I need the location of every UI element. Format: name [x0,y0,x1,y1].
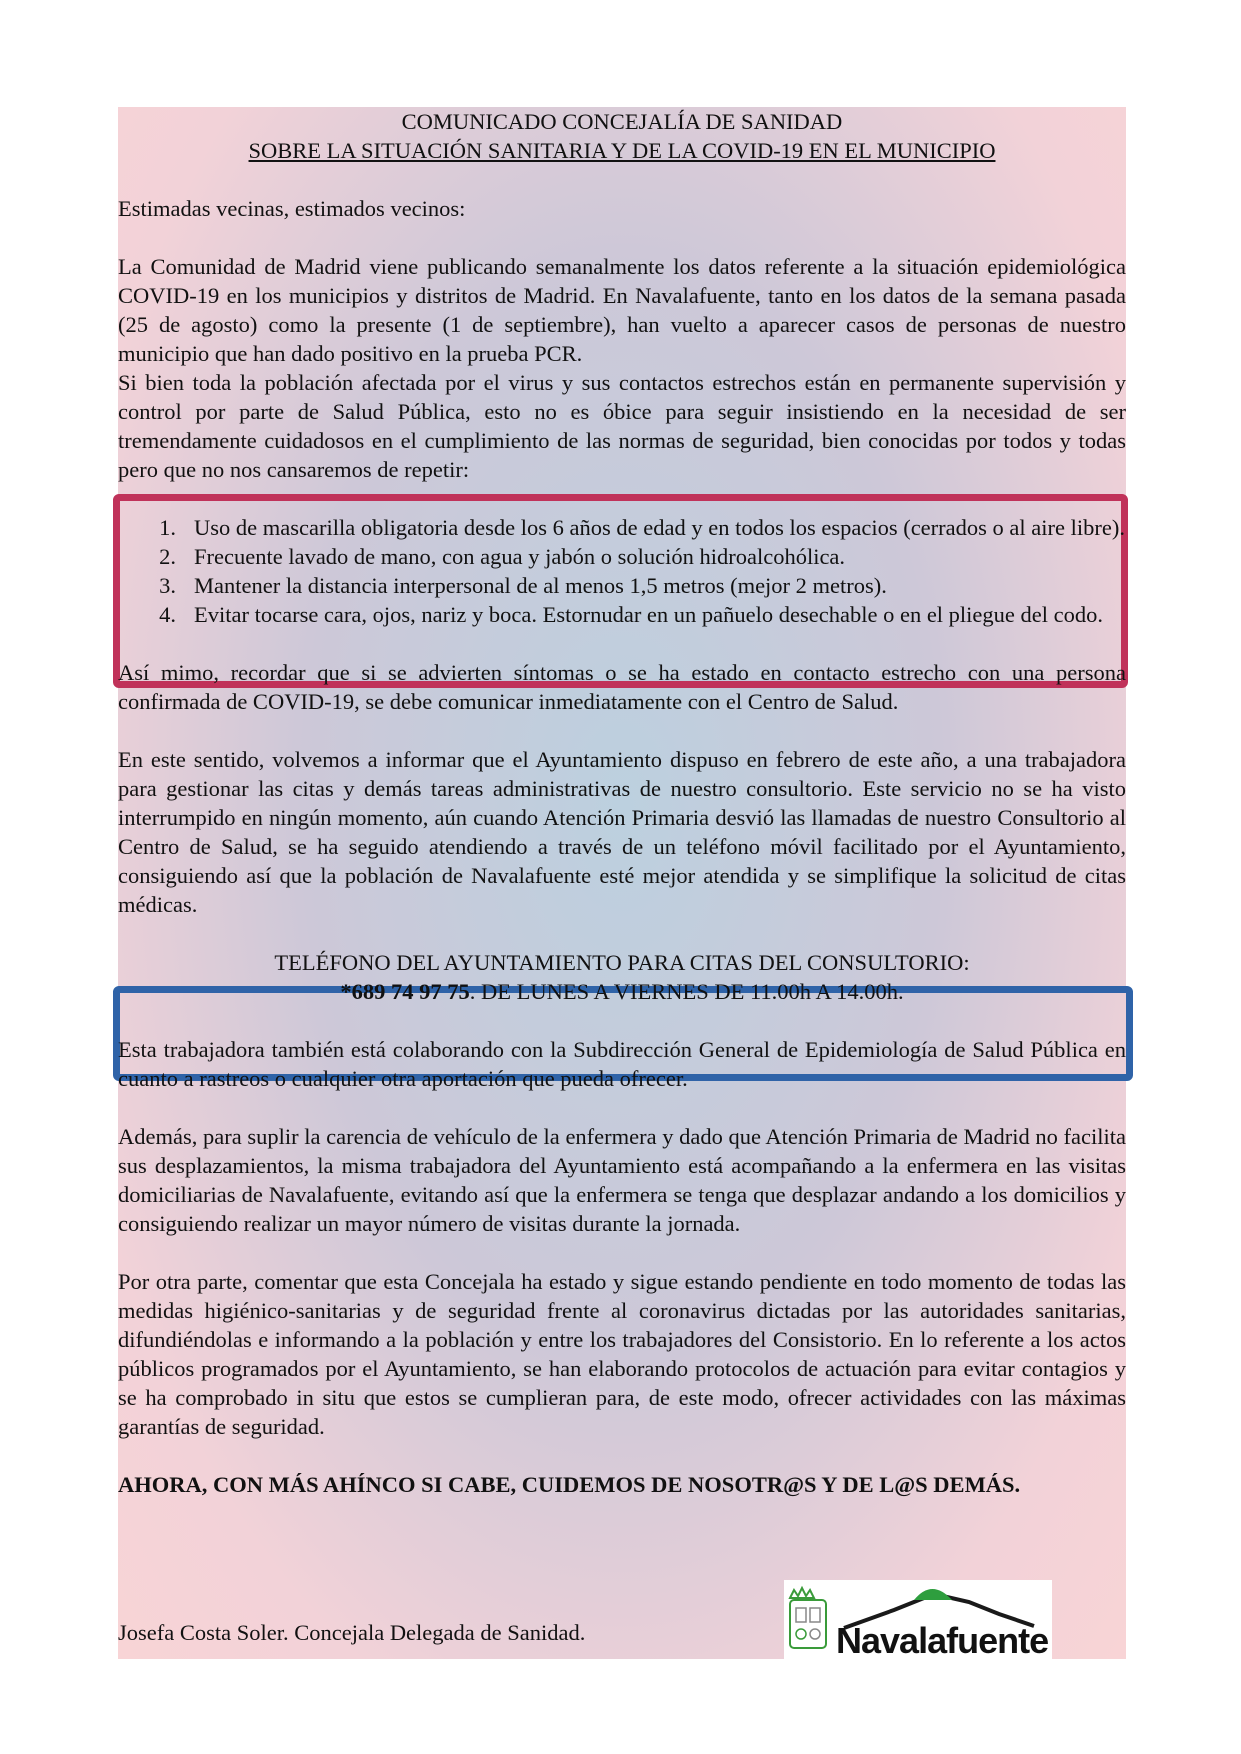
phone-box-heading: TELÉFONO DEL AYUNTAMIENTO PARA CITAS DEL CONSULTORIO: [274,950,970,975]
paragraph-1: La Comunidad de Madrid viene publicando semanalmente los datos referente a la situación epidemiológica COVID-19 en los municipios y distritos de Madrid. En Navalafuente, tanto en los datos de la semana pasada (25 de agosto) como la presente (1 de septiembre), han vuelto a aparecer casos de personas de nuestro municipio que han dado positivo en la prueba PCR. [118,254,1126,366]
greeting: Estimadas vecinas, estimados vecinos: [118,196,466,221]
safety-rules-list [118,513,1126,629]
logo-wordmark: Navalafuente [836,1620,1049,1661]
document-body [118,107,1126,1499]
paragraph-2: Si bien toda la población afectada por el virus y sus contactos estrechos están en permanente supervisión y control por parte de Salud Pública, esto no es óbice para seguir insistiendo en la necesidad de ser tremendamente cuidadosos en el cumplimiento de las normas de seguridad, bien conocidas por todos y todas pero que no nos cansaremos de repetir: [118,370,1126,482]
paragraph-4: En este sentido, volvemos a informar que el Ayuntamiento dispuso en febrero de este año, a una trabajadora para gestionar las citas y demás tareas administrativas de nuestro consultorio. Este servicio no se ha visto interrumpido en ningún momento, aún cuando Atención Primaria desvió las llamadas de nuestro Consultorio al Centro de Salud, se ha seguido atendiendo a través de un teléfono móvil facilitado por el Ayuntamiento, consiguiendo así que la población de Navalafuente esté mejor atendida y se simplifique la solicitud de citas médicas. [118,747,1126,917]
list-item-text: Uso de mascarilla obligatoria desde los 6 años de edad y en todos los espacios (cerrados o al aire libre). [194,515,1125,540]
paragraph-5: Esta trabajadora también está colaborando con la Subdirección General de Epidemiología de Salud Pública en cuanto a rastreos o cualquier otra aportación que pueda ofrecer. [118,1037,1126,1091]
list-item [118,571,1126,600]
phone-number: *689 74 97 75 [340,979,470,1004]
office-hours: . DE LUNES A VIERNES DE 11.00h A 14.00h. [469,979,904,1004]
closing-slogan: AHORA, CON MÁS AHÍNCO SI CABE, CUIDEMOS DE NOSOTR@S Y DE L@S DEMÁS. [118,1472,1021,1497]
paragraph-3: Así mimo, recordar que si se advierten síntomas o se ha estado en contacto estrecho con una persona confirmada de COVID-19, se debe comunicar inmediatamente con el Centro de Salud. [118,660,1126,714]
paragraph-6: Además, para suplir la carencia de vehículo de la enfermera y dado que Atención Primaria de Madrid no facilita sus desplazamientos, la misma trabajadora del Ayuntamiento está acompañando a la enfermera en las visitas domiciliarias de Navalafuente, evitando así que la enfermera se tenga que desplazar andando a los domicilios y consiguiendo realizar un mayor número de visitas durante la jornada. [118,1124,1126,1236]
list-item-text: Evitar tocarse cara, ojos, nariz y boca. Estornudar en un pañuelo desechable o en el pliegue del codo. [194,602,1104,627]
document-subtitle: SOBRE LA SITUACIÓN SANITARIA Y DE LA COVID-19 EN EL MUNICIPIO [248,138,996,163]
list-item [118,600,1126,629]
signature: Josefa Costa Soler. Concejala Delegada de Sanidad. [118,1620,586,1645]
list-item [118,542,1126,571]
document-title: COMUNICADO CONCEJALÍA DE SANIDAD [401,109,843,134]
paragraph-7: Por otra parte, comentar que esta Concejala ha estado y sigue estando pendiente en todo momento de todas las medidas higiénico-sanitarias y de seguridad frente al coronavirus dictadas por las autoridades sanitarias, difundiéndolas e informando a la población y entre los trabajadores del Consistorio. En lo referente a los actos públicos programados por el Ayuntamiento, se han elaborando protocolos de actuación para evitar contagios y se ha comprobado in situ que estos se cumplieran para, de este modo, ofrecer actividades con las máximas garantías de seguridad. [118,1269,1126,1439]
list-item [118,513,1126,542]
list-item-number: 2. [159,544,176,569]
list-item-number: 1. [159,515,176,540]
navalafuente-logo [784,1580,1052,1676]
list-item-text: Mantener la distancia interpersonal de al menos 1,5 metros (mejor 2 metros). [194,573,887,598]
list-item-text: Frecuente lavado de mano, con agua y jabón o solución hidroalcohólica. [194,544,846,569]
list-item-number: 4. [159,602,176,627]
coat-of-arms-icon [790,1588,826,1648]
phone-box-details [118,977,1126,1006]
list-item-number: 3. [159,573,176,598]
